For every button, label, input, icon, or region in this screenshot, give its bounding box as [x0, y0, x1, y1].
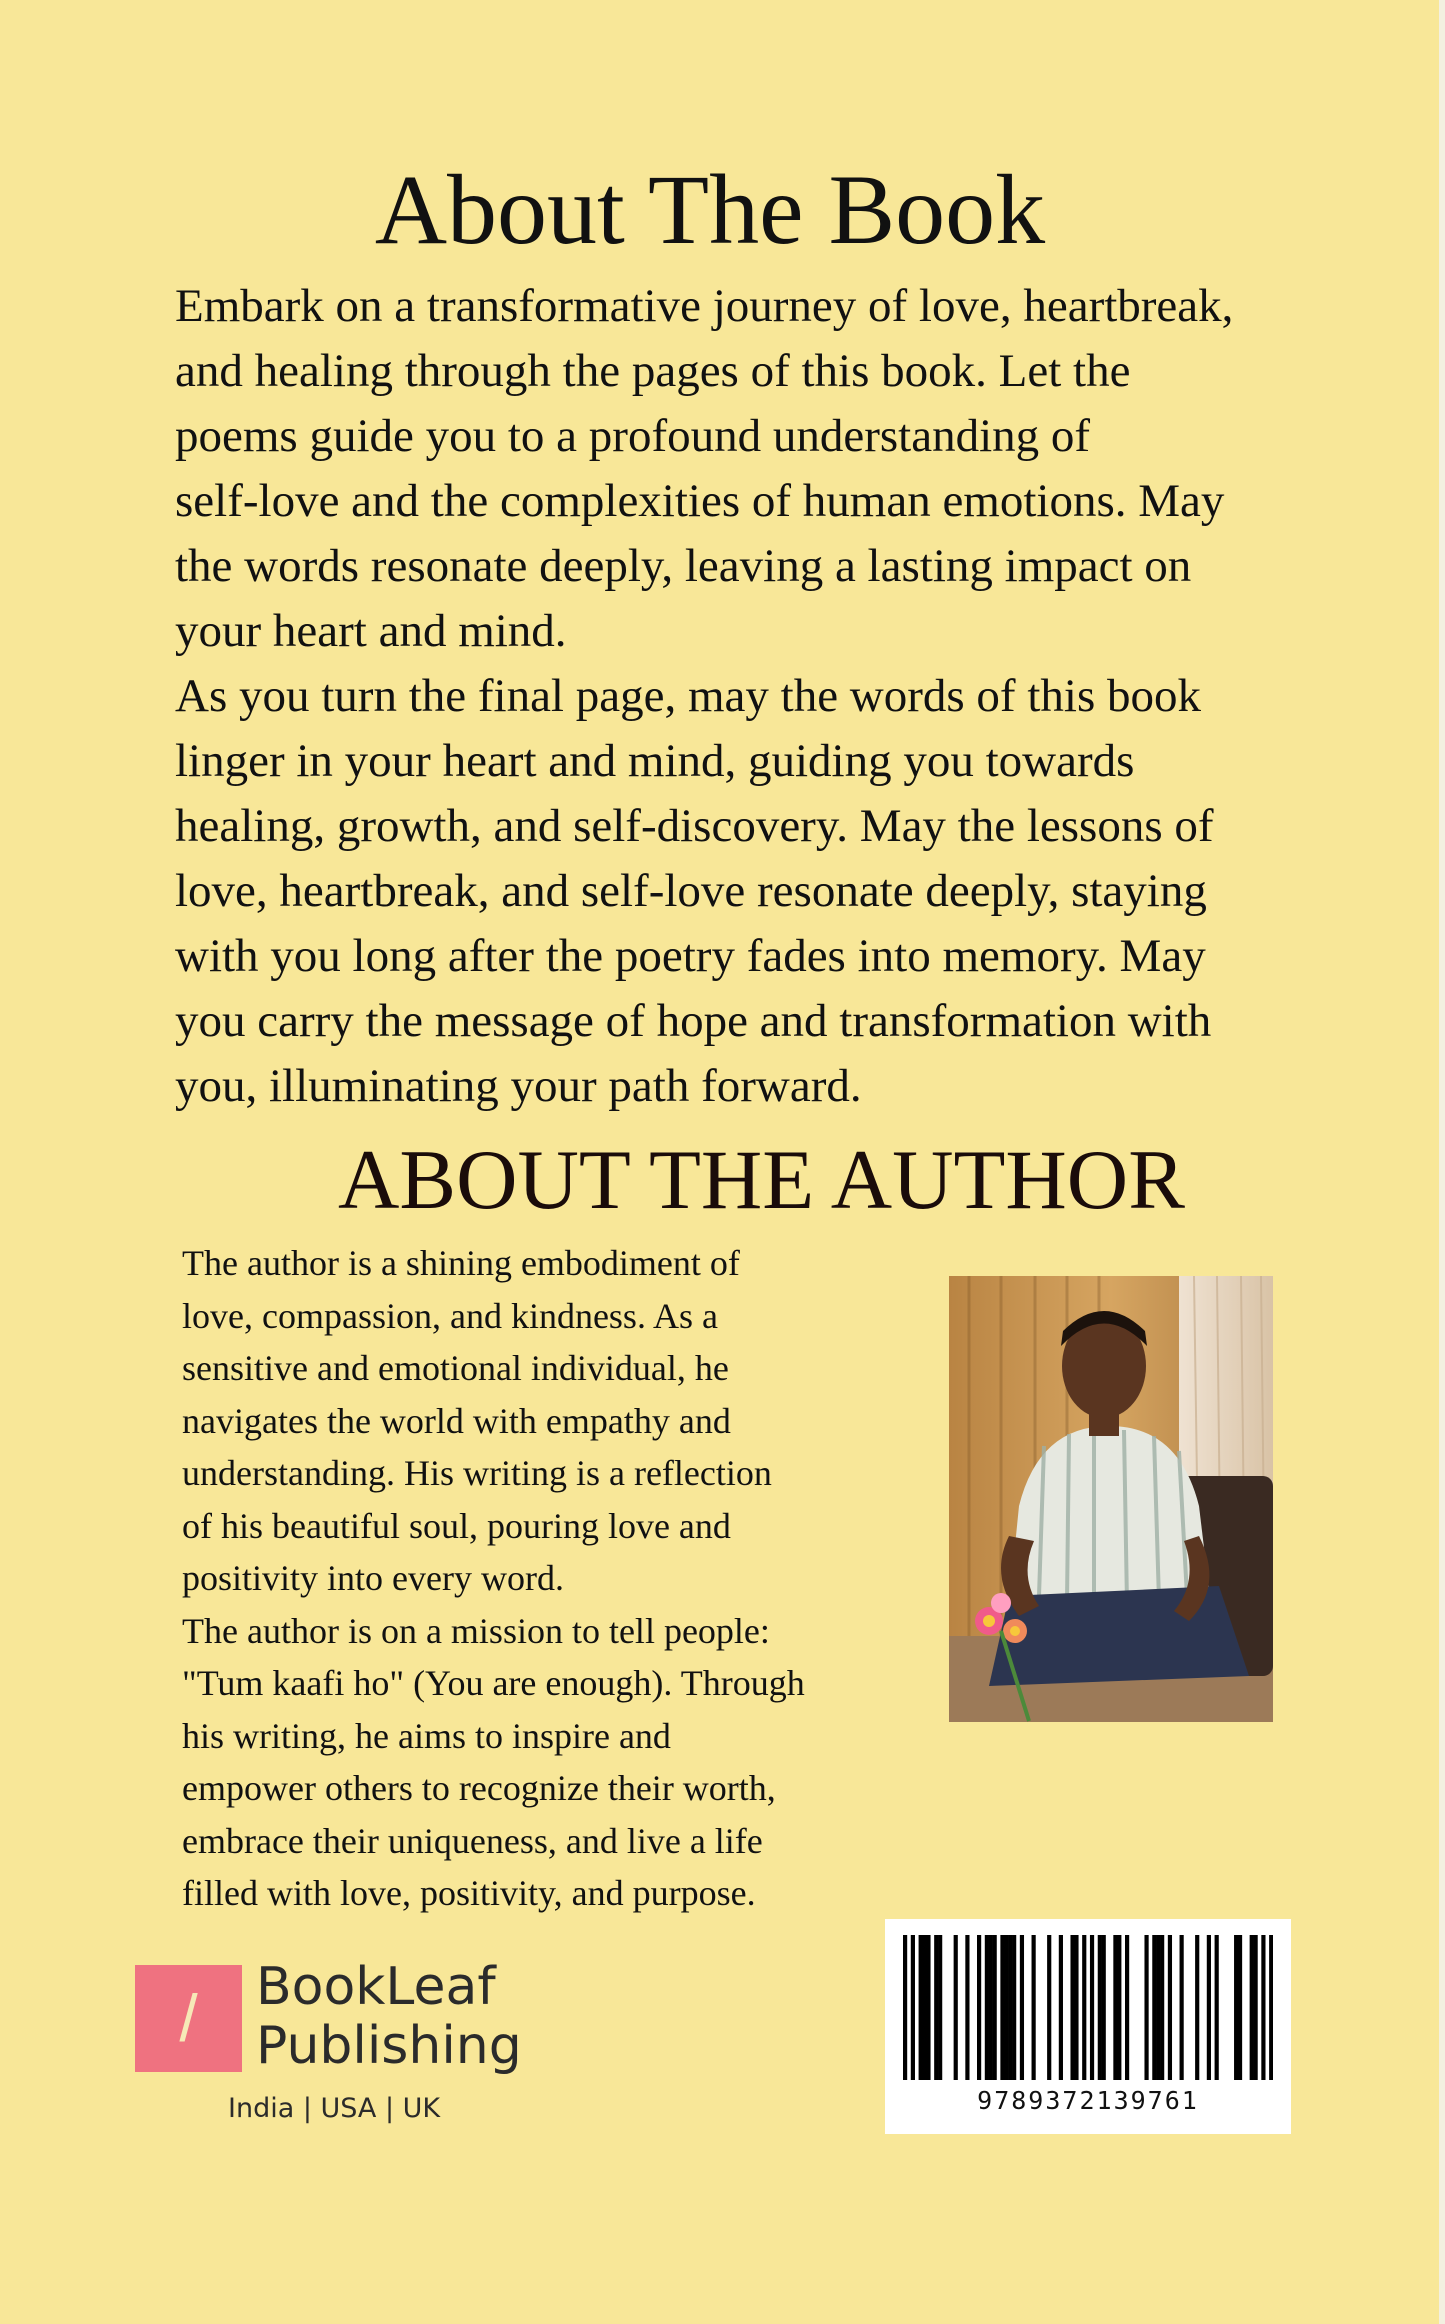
barcode-bar	[1234, 1935, 1238, 2080]
barcode-bar	[1012, 1935, 1016, 2080]
barcode-bar	[1102, 1935, 1106, 2080]
barcode-bar	[985, 1935, 989, 2080]
barcode-bar	[938, 1935, 942, 2080]
barcode-bar	[1074, 1935, 1078, 2080]
barcode	[885, 1919, 1291, 2134]
bio-line: his writing, he aims to inspire and	[182, 1715, 671, 1756]
description-line: you, illuminating your path forward.	[175, 1060, 862, 1112]
barcode-bar	[1261, 1935, 1265, 2080]
bio-line: sensitive and emotional individual, he	[182, 1348, 729, 1388]
barcode-bar	[1215, 1935, 1219, 2080]
bio-line: embrace their uniqueness, and live a life	[182, 1820, 763, 1861]
description-line: and healing through the pages of this book. Let the	[175, 345, 1131, 397]
description-line: with you long after the poetry fades into memory. May	[175, 930, 1206, 982]
bio-line: The author is a shining embodiment of	[182, 1243, 740, 1283]
barcode-bar	[922, 1935, 926, 2080]
barcode-bar	[1195, 1935, 1199, 2080]
barcode-bar	[926, 1935, 930, 2080]
bio-line: understanding. His writing is a reflection	[182, 1453, 772, 1493]
publisher-name	[256, 1958, 522, 2076]
barcode-bar	[1238, 1935, 1242, 2080]
bio-line: navigates the world with empathy and	[182, 1400, 731, 1441]
barcode-bar	[1004, 1935, 1008, 2080]
about-book-description	[175, 274, 1235, 1119]
description-line: the words resonate deeply, leaving a lasting impact on	[175, 540, 1192, 592]
barcode-bar	[1059, 1935, 1063, 2080]
description-line: your heart and mind.	[175, 605, 567, 657]
barcode-bar	[1090, 1935, 1094, 2080]
barcode-bar	[1207, 1935, 1211, 2080]
bio-line: positivity into every word.	[182, 1558, 564, 1598]
description-line: Embark on a transformative journey of love, heartbreak,	[175, 280, 1234, 332]
barcode-bar	[919, 1935, 923, 2080]
description-line: poems guide you to a profound understanding of	[175, 410, 1091, 462]
bio-line: filled with love, positivity, and purpose.	[182, 1873, 756, 1913]
author-bio	[182, 1237, 902, 1920]
bookleaf-logo-mark	[135, 1965, 242, 2072]
barcode-bar	[1269, 1935, 1273, 2080]
about-book-title: About The Book	[374, 154, 1046, 265]
bio-line: The author is on a mission to tell people:	[182, 1610, 770, 1651]
isbn-number: 9789372139761	[977, 2086, 1199, 2115]
barcode-bar	[977, 1935, 981, 2080]
barcode-bar	[1250, 1935, 1254, 2080]
barcode-bar	[1125, 1935, 1129, 2080]
barcode-bar	[1160, 1935, 1164, 2080]
publisher-name-line1: BookLeaf	[256, 1957, 496, 2017]
bio-line: love, compassion, and kindness. As a	[182, 1295, 718, 1336]
description-line: self-love and the complexities of human emotions. May	[175, 475, 1225, 527]
author-photo	[949, 1276, 1273, 1722]
barcode-bar	[954, 1935, 958, 2080]
bio-line: "Tum kaafi ho" (You are enough). Through	[182, 1663, 805, 1703]
barcode-bar	[1254, 1935, 1258, 2080]
barcode-bar	[1032, 1935, 1036, 2080]
barcode-bar	[1098, 1935, 1102, 2080]
barcode-bar	[1144, 1935, 1148, 2080]
barcode-bar	[993, 1935, 997, 2080]
bio-line: empower others to recognize their worth,	[182, 1768, 776, 1808]
publisher-regions: India | USA | UK	[228, 2093, 441, 2124]
barcode-bar	[1168, 1935, 1172, 2080]
logo-slash-glyph: /	[179, 1981, 198, 2055]
barcode-bar	[1082, 1935, 1086, 2080]
barcode-bar	[911, 1935, 915, 2080]
description-line: linger in your heart and mind, guiding you towards	[175, 735, 1135, 787]
bio-line: of his beautiful soul, pouring love and	[182, 1505, 731, 1546]
barcode-bar	[965, 1935, 969, 2080]
description-line: love, heartbreak, and self-love resonate deeply, staying	[175, 865, 1207, 917]
barcode-bar	[903, 1935, 907, 2080]
barcode-bar	[1156, 1935, 1160, 2080]
barcode-bar	[1180, 1935, 1184, 2080]
barcode-bar	[1070, 1935, 1074, 2080]
barcode-bar	[1008, 1935, 1012, 2080]
barcode-bar	[1117, 1935, 1121, 2080]
barcode-bar	[1047, 1935, 1051, 2080]
barcode-bar	[934, 1935, 938, 2080]
barcode-bar	[1000, 1935, 1004, 2080]
publisher-name-line2: Publishing	[256, 2016, 522, 2076]
about-author-heading: ABOUT THE AUTHOR	[338, 1133, 1185, 1227]
description-line: As you turn the final page, may the words of this book	[175, 670, 1201, 722]
barcode-bar	[989, 1935, 993, 2080]
barcode-bar	[1152, 1935, 1156, 2080]
barcode-bar	[1113, 1935, 1117, 2080]
description-line: you carry the message of hope and transformation with	[175, 995, 1212, 1047]
barcode-bars	[903, 1935, 1273, 2080]
author-photo-illustration	[949, 1276, 1273, 1722]
description-line: healing, growth, and self-discovery. May the lessons of	[175, 800, 1214, 852]
barcode-bar	[1020, 1935, 1024, 2080]
